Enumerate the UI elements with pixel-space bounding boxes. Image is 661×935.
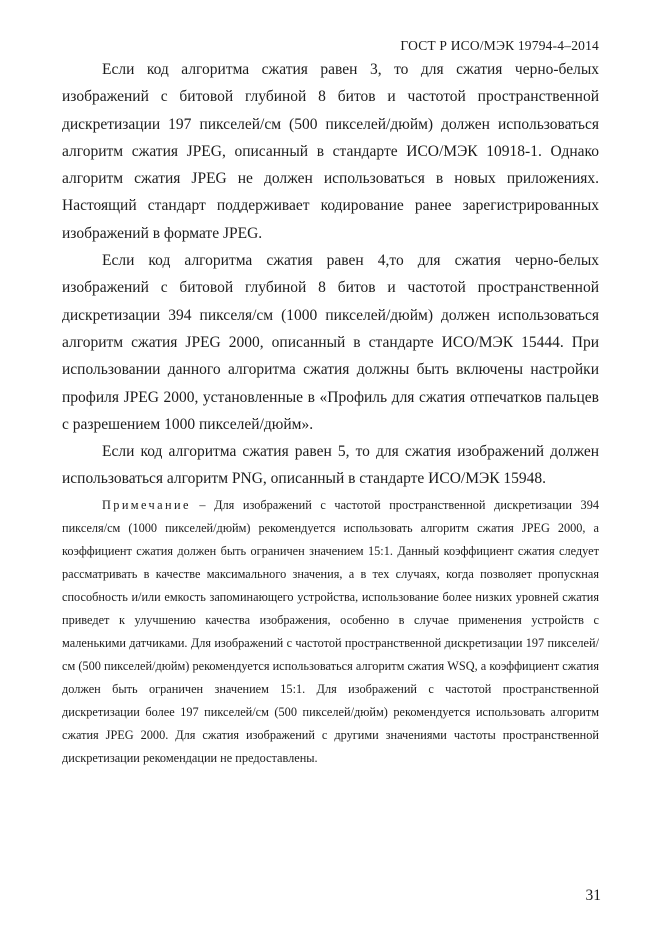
- standard-header: ГОСТ Р ИСО/МЭК 19794-4–2014: [400, 38, 599, 53]
- note-label: Примечание: [102, 497, 191, 512]
- paragraph-compression-code-4: Если код алгоритма сжатия равен 4,то для сжатия черно-белых изображений с битовой глубиной 8 битов и частотой пространственной дискретизации 394 пикселя/см (1000 пикселей/дюйм) должен использоваться алгоритм сжатия JPEG 2000, описанный в стандарте ИСО/МЭК 15444. При использовании данного алгоритма сжатия должны быть включены настройки профиля JPEG 2000, установленные в «Профиль для сжатия отпечатков пальцев с разрешением 1000 пикселей/дюйм».: [62, 252, 599, 433]
- page-number: 31: [585, 887, 601, 904]
- note-text: – Для изображений с частотой пространственной дискретизации 394 пикселя/см (1000 пикселей/дюйм) рекомендуется использовать алгоритм сжатия JPEG 2000, а коэффициент сжатия должен быть ограничен значением 15:1. Данный коэффициент сжатия следует рассматривать в качестве максимального значения, а в тех случаях, когда позволяет пропускная способность и/или емкость запоминающего устройства, использование более низких уровней сжатия приведет к улучшению качества изображения, особенно в случае применения устройств с маленькими датчиками. Для изображений с частотой пространственной дискретизации 197 пикселей/см (500 пикселей/дюйм) рекомендуется использоваться алгоритм сжатия WSQ, а коэффициент сжатия должен быть ограничен значением 15:1. Для изображений с частотой пространственной дискретизации более 197 пикселей/см (500 пикселей/дюйм) рекомендуется использовать алгоритм сжатия JPEG 2000. Для сжатия изображений с другими значениями частоты пространственной дискретизации рекомендации не предоставлены.: [62, 497, 599, 765]
- paragraph-compression-code-5: Если код алгоритма сжатия равен 5, то для сжатия изображений должен использоваться алгоритм PNG, описанный в стандарте ИСО/МЭК 15948.: [62, 443, 599, 488]
- document-body: [62, 56, 599, 770]
- paragraph-compression-code-3: Если код алгоритма сжатия равен 3, то для сжатия черно-белых изображений с битовой глубиной 8 битов и частотой пространственной дискретизации 197 пикселей/см (500 пикселей/дюйм) должен использоваться алгоритм сжатия JPEG, описанный в стандарте ИСО/МЭК 10918-1. Однако алгоритм сжатия JPEG не должен использоваться в новых приложениях. Настоящий стандарт поддерживает кодирование ранее зарегистрированных изображений в формате JPEG.: [62, 61, 599, 242]
- note-block: [62, 494, 599, 770]
